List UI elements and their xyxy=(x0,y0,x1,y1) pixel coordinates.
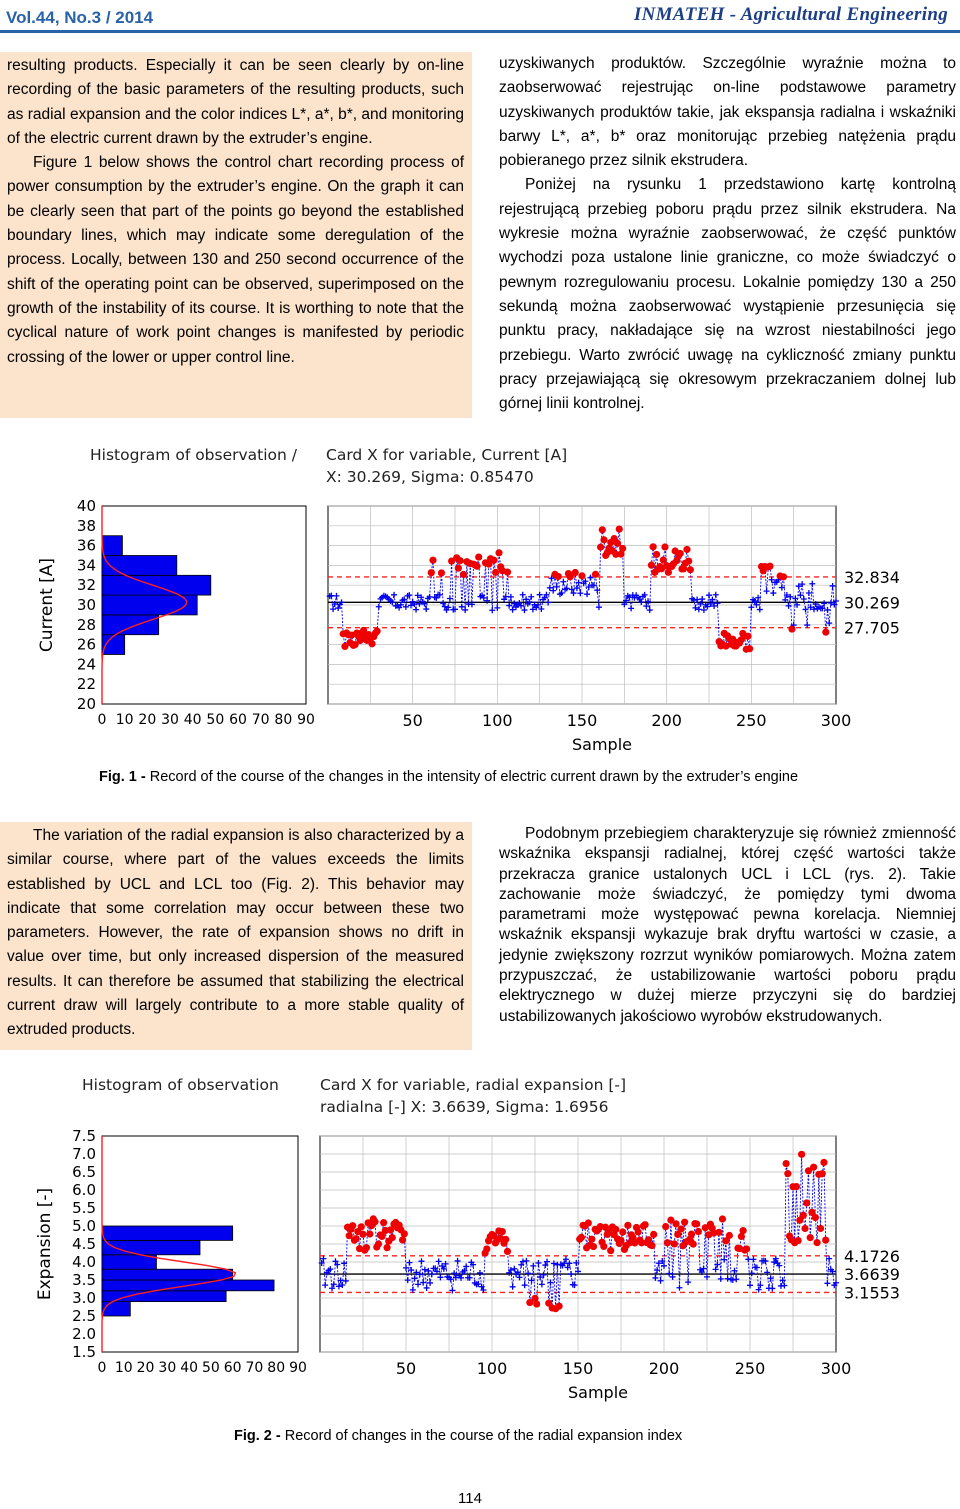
english-column-2 xyxy=(0,822,472,1050)
out-of-control-point xyxy=(678,1225,685,1232)
x-axis-label: Sample xyxy=(572,735,632,754)
en-paragraph-3: The variation of the radial expansion is also characterized by a similar course, where part of the values exceeds the limits established by UCL and LCL too (Fig. 2). This behavior may indicate that some correlation may occur between these two parameters. However, the rate of expansion shows no drift in value over time, but only increased dispersion of the measured results. It can therefore be assumed that stabilizing the electrical current draw will largely contribute to a more stable quality of extruded products. xyxy=(7,827,464,1039)
hist-x-tick-label: 30 xyxy=(158,1360,177,1376)
out-of-control-point xyxy=(807,1234,814,1241)
y-tick-label: 30 xyxy=(76,596,96,614)
fig1-caption-label: Fig. 1 - xyxy=(99,769,146,785)
out-of-control-point xyxy=(460,571,467,578)
fig1-caption-text: Record of the course of the changes in the intensity of electric current drawn by the extruder’s engine xyxy=(145,769,799,785)
x-tick-label: 300 xyxy=(820,711,852,730)
page-number: 114 xyxy=(458,1490,482,1507)
out-of-control-point xyxy=(499,1228,506,1235)
out-of-control-point xyxy=(661,543,668,550)
fig2-caption-label: Fig. 2 - xyxy=(234,1428,281,1444)
out-of-control-point xyxy=(813,1239,820,1246)
out-of-control-point xyxy=(695,1228,702,1235)
out-of-control-point xyxy=(599,526,606,533)
out-of-control-point xyxy=(740,1227,747,1234)
out-of-control-point xyxy=(822,1236,829,1243)
out-of-control-point xyxy=(672,1220,679,1227)
volume-label: Vol.44, No.3 / 2014 xyxy=(6,8,154,27)
out-of-control-point xyxy=(366,1230,373,1237)
fig2-chart-title: Card X for variable, radial expansion [-] xyxy=(320,1076,627,1094)
out-of-control-point xyxy=(744,633,751,640)
pl-paragraph-1: uzyskiwanych produktów. Szczególnie wyraźnie można to zaobserwować rejestrując on-line podstawowe parametry uzyskiwanych produktów takie, jak ekspansja radialna i wskaźniki barwy L*, a*, b* oraz monitorując przebieg natężenia prądu pobieranego przez silnik ekstrudera. xyxy=(499,55,956,170)
out-of-control-point xyxy=(578,1234,585,1241)
out-of-control-point xyxy=(619,545,626,552)
polish-column-2 xyxy=(499,824,956,1027)
y-tick-label: 5.0 xyxy=(72,1217,96,1235)
out-of-control-point xyxy=(822,629,829,636)
out-of-control-point xyxy=(502,1236,509,1243)
out-of-control-point xyxy=(590,1243,597,1250)
y-tick-label: 3.0 xyxy=(72,1289,96,1307)
y-tick-label: 2.0 xyxy=(72,1325,96,1343)
out-of-control-point xyxy=(817,1225,824,1232)
out-of-control-point xyxy=(819,1170,826,1177)
out-of-control-point xyxy=(495,549,502,556)
out-of-control-point xyxy=(671,1240,678,1247)
hist-x-tick-label: 80 xyxy=(274,712,293,728)
fig1-chart-title: Card X for variable, Current [A] xyxy=(326,446,568,464)
out-of-control-point xyxy=(788,625,795,632)
fig1-chart-subtitle: X: 30.269, Sigma: 0.85470 xyxy=(326,468,534,486)
y-tick-label: 32 xyxy=(76,576,96,595)
hist-x-tick-label: 60 xyxy=(223,1360,242,1376)
fig2-caption-text: Record of changes in the course of the radial expansion index xyxy=(280,1428,683,1444)
fig2-caption xyxy=(234,1428,682,1444)
histogram-bar xyxy=(102,1269,233,1280)
out-of-control-point xyxy=(812,1214,819,1221)
out-of-control-point xyxy=(597,544,604,551)
y-tick-label: 34 xyxy=(76,556,96,575)
x-tick-label: 100 xyxy=(476,1359,508,1378)
out-of-control-point xyxy=(455,565,462,572)
out-of-control-point xyxy=(578,572,585,579)
control-limit-label: 32.834 xyxy=(844,567,900,587)
y-tick-label: 4.0 xyxy=(72,1253,96,1271)
y-tick-label: 6.5 xyxy=(72,1163,96,1181)
out-of-control-point xyxy=(795,1237,802,1244)
out-of-control-point xyxy=(389,1234,396,1241)
out-of-control-point xyxy=(353,1235,360,1242)
out-of-control-point xyxy=(572,569,579,576)
out-of-control-point xyxy=(648,1242,655,1249)
x-tick-label: 250 xyxy=(736,711,767,730)
histogram-bar xyxy=(102,575,211,595)
hist-x-tick-label: 20 xyxy=(138,712,157,728)
control-limit-label: 3.6639 xyxy=(844,1265,900,1285)
control-limit-label: 4.1726 xyxy=(844,1246,900,1266)
y-tick-label: 6.0 xyxy=(72,1181,96,1199)
out-of-control-point xyxy=(492,569,499,576)
out-of-control-point xyxy=(399,1236,406,1243)
out-of-control-point xyxy=(555,573,562,580)
figure-2 xyxy=(30,1066,900,1411)
fig2-chart-subtitle: radialna [-] X: 3.6639, Sigma: 1.6956 xyxy=(320,1098,609,1116)
pl-paragraph-3: Podobnym przebiegiem charakteryzuje się również zmienność wskaźnika ekspansji radialnej, której część wartości także przekracza granice ustalonych UCL i LCL (rys. 2). Takie zachowanie może świadczyć, że pomiędzy tymi dwoma parametrami może występować pewna korelacja. Niemniej wskaźnik ekspansji wykazuje brak dryftu wartości w czasie, a jedynie zwiększony rozrzut wyników pomiarowych. Można zatem przypuszczać, że ustabilizowanie wartości poboru prądu elektrycznego w dużej mierze przyczyni się do bardziej ustabilizowanych jakościowo wyrobów ekstrudowanych. xyxy=(499,825,956,1025)
y-tick-label: 2.5 xyxy=(72,1307,96,1325)
x-tick-label: 250 xyxy=(734,1359,766,1378)
out-of-control-point xyxy=(681,1219,688,1226)
hist-x-tick-label: 10 xyxy=(114,1360,133,1376)
y-tick-label: 4.5 xyxy=(72,1235,96,1253)
out-of-control-point xyxy=(380,1219,387,1226)
y-tick-label: 20 xyxy=(76,695,96,713)
histogram-bar xyxy=(102,536,122,556)
out-of-control-point xyxy=(371,1218,378,1225)
fig1-hist-title: Histogram of observation / xyxy=(90,446,298,464)
hist-x-tick-label: 40 xyxy=(183,712,202,728)
out-of-control-point xyxy=(612,1226,619,1233)
x-tick-label: 300 xyxy=(820,1359,852,1378)
x-tick-label: 200 xyxy=(648,1359,680,1378)
out-of-control-point xyxy=(473,563,480,570)
x-tick-label: 100 xyxy=(482,711,513,730)
out-of-control-point xyxy=(401,1230,408,1237)
out-of-control-point xyxy=(641,1221,648,1228)
histogram-bar xyxy=(102,1302,130,1316)
out-of-control-point xyxy=(617,1237,624,1244)
figure-1 xyxy=(30,436,900,766)
hist-x-tick-label: 80 xyxy=(267,1360,286,1376)
out-of-control-point xyxy=(677,550,684,557)
polish-column-1 xyxy=(499,52,956,416)
y-tick-label: 1.5 xyxy=(72,1343,96,1361)
y-axis-label: Expansion [-] xyxy=(35,1187,55,1301)
hist-x-tick-label: 60 xyxy=(229,712,247,728)
out-of-control-point xyxy=(746,645,753,652)
y-tick-label: 7.5 xyxy=(72,1127,96,1145)
out-of-control-point xyxy=(688,1230,695,1237)
control-limit-label: 27.705 xyxy=(844,618,900,638)
out-of-control-point xyxy=(801,1225,808,1232)
y-tick-label: 38 xyxy=(76,516,96,535)
hist-x-tick-label: 70 xyxy=(251,712,270,728)
x-tick-label: 50 xyxy=(395,1359,417,1378)
out-of-control-point xyxy=(715,1229,722,1236)
out-of-control-point xyxy=(780,573,787,580)
x-axis-label: Sample xyxy=(568,1383,628,1402)
hist-x-tick-label: 10 xyxy=(115,712,134,728)
out-of-control-point xyxy=(726,1232,733,1239)
out-of-control-point xyxy=(820,1159,827,1166)
y-axis-label: Current [A] xyxy=(37,557,57,653)
out-of-control-point xyxy=(803,1199,810,1206)
out-of-control-point xyxy=(588,1236,595,1243)
out-of-control-point xyxy=(504,569,511,576)
out-of-control-point xyxy=(428,569,435,576)
english-column-1 xyxy=(0,52,472,418)
y-tick-label: 5.5 xyxy=(72,1199,96,1217)
en-paragraph-2: Figure 1 below shows the control chart recording process of power consumption by the extruder’s engine. On the graph it can be clearly seen that part of the points go beyond the established boundary lines, which may indicate some deregulation of the process. Locally, between 130 and 250 second occurrence of the shift of the operating point can be observed, superimposed on the growth of the instability of its course. It is worthing to note that the cyclical nature of work point changes is manifested by periodic crossing of the lower or upper control line. xyxy=(7,154,464,366)
out-of-control-point xyxy=(475,553,482,560)
x-tick-label: 200 xyxy=(651,711,682,730)
out-of-control-point xyxy=(719,1215,726,1222)
out-of-control-point xyxy=(793,1183,800,1190)
out-of-control-point xyxy=(687,566,694,573)
hist-x-tick-label: 30 xyxy=(161,712,179,728)
fig1-caption xyxy=(99,769,798,785)
y-tick-label: 36 xyxy=(76,536,96,555)
out-of-control-point xyxy=(607,1247,614,1254)
out-of-control-point xyxy=(368,640,375,647)
out-of-control-point xyxy=(650,1231,657,1238)
y-tick-label: 26 xyxy=(76,635,96,654)
y-tick-label: 40 xyxy=(76,497,96,515)
hist-x-tick-label: 90 xyxy=(297,712,315,728)
en-paragraph-1: resulting products. Especially it can be seen clearly by on-line recording of the basic parameters of the resulting products, such as radial expansion and the color indices L*, a*, b*, and monitoring of the electric current drawn by the extruder’s engine. xyxy=(7,57,464,147)
out-of-control-point xyxy=(363,1244,370,1251)
histogram-bar xyxy=(102,1255,156,1269)
out-of-control-point xyxy=(375,1240,382,1247)
hist-x-tick-label: 50 xyxy=(201,1360,220,1376)
out-of-control-point xyxy=(483,1245,490,1252)
control-limit-label: 3.1553 xyxy=(844,1283,900,1303)
out-of-control-point xyxy=(685,558,692,565)
out-of-control-point xyxy=(653,551,660,558)
out-of-control-point xyxy=(683,546,690,553)
out-of-control-point xyxy=(359,1231,366,1238)
out-of-control-point xyxy=(429,557,436,564)
out-of-control-point xyxy=(533,1300,540,1307)
x-tick-label: 150 xyxy=(562,1359,594,1378)
out-of-control-point xyxy=(600,1243,607,1250)
out-of-control-point xyxy=(358,1223,365,1230)
out-of-control-point xyxy=(616,525,623,532)
out-of-control-point xyxy=(783,1160,790,1167)
fig1-charts xyxy=(30,436,900,766)
out-of-control-point xyxy=(600,536,607,543)
fig2-charts xyxy=(30,1066,900,1411)
out-of-control-point xyxy=(585,1219,592,1226)
y-tick-label: 28 xyxy=(76,615,96,634)
x-tick-label: 50 xyxy=(402,711,423,730)
out-of-control-point xyxy=(650,543,657,550)
x-tick-label: 150 xyxy=(566,711,598,730)
out-of-control-point xyxy=(664,1239,671,1246)
y-tick-label: 7.0 xyxy=(72,1145,96,1163)
y-tick-label: 3.5 xyxy=(72,1271,96,1289)
header-rule xyxy=(0,30,960,33)
hist-x-tick-label: 70 xyxy=(245,1360,264,1376)
control-limit-label: 30.269 xyxy=(844,593,900,613)
hist-x-tick-label: 40 xyxy=(180,1360,199,1376)
out-of-control-point xyxy=(619,1228,626,1235)
hist-x-tick-label: 90 xyxy=(289,1360,307,1376)
out-of-control-point xyxy=(490,557,497,564)
hist-x-tick-label: 0 xyxy=(97,1360,107,1376)
out-of-control-point xyxy=(438,569,445,576)
out-of-control-point xyxy=(693,1220,700,1227)
out-of-control-point xyxy=(504,1248,511,1255)
out-of-control-point xyxy=(798,1151,805,1158)
fig2-hist-title: Histogram of observation xyxy=(82,1076,279,1094)
out-of-control-point xyxy=(662,1223,669,1230)
out-of-control-point xyxy=(383,1244,390,1251)
out-of-control-point xyxy=(810,1164,817,1171)
out-of-control-point xyxy=(555,1303,562,1310)
hist-x-tick-label: 0 xyxy=(97,712,107,728)
out-of-control-point xyxy=(743,1245,750,1252)
y-tick-label: 22 xyxy=(76,675,96,694)
histogram-bar xyxy=(102,615,159,635)
out-of-control-point xyxy=(456,557,463,564)
out-of-control-point xyxy=(648,562,655,569)
out-of-control-point xyxy=(624,1222,631,1229)
pl-paragraph-2: Poniżej na rysunku 1 przedstawiono kartę kontrolną rejestrującą przebieg poboru prądu przez silnik ekstrudera. Na wykresie można wyraźnie zaobserwować, że część punktów wychodzi poza ustalone linie graniczne, co może świadczyć o pewnym rozregulowaniu procesu. Lokalnie pomiędzy 130 a 250 sekundą można zaobserwować wystąpienie przesunięcia się punktu pracy, nakładające się na wzrost niestabilności jego przebiegu. Warto zwrócić uwagę na cykliczność zmiany punktu pracy przejawiającą się okresowym przekraczaniem dolnej lub górnej linii kontrolnej. xyxy=(499,176,956,413)
y-tick-label: 24 xyxy=(76,655,96,674)
out-of-control-point xyxy=(800,1212,807,1219)
out-of-control-point xyxy=(349,1222,356,1229)
hist-x-tick-label: 20 xyxy=(136,1360,155,1376)
out-of-control-point xyxy=(592,571,599,578)
histogram-bar xyxy=(102,556,177,576)
journal-title: INMATEH - Agricultural Engineering xyxy=(633,4,948,25)
histogram-bar xyxy=(102,1226,233,1240)
out-of-control-point xyxy=(374,628,381,635)
out-of-control-point xyxy=(766,563,773,570)
out-of-control-point xyxy=(784,1170,791,1177)
histogram-bar xyxy=(102,1291,226,1302)
out-of-control-point xyxy=(690,1241,697,1248)
out-of-control-point xyxy=(635,1228,642,1235)
hist-x-tick-label: 50 xyxy=(206,712,225,728)
